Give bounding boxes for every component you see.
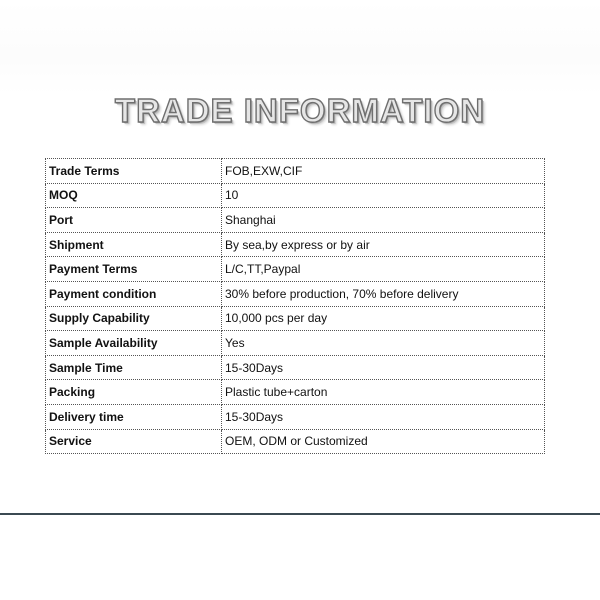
page-background [0,0,600,95]
table-row [46,208,545,233]
page-title: TRADE INFORMATION [114,92,486,129]
row-label: Trade Terms [46,159,222,184]
table-row [46,257,545,282]
row-value: Plastic tube+carton [222,380,545,405]
row-value: 10,000 pcs per day [222,306,545,331]
table-row [46,404,545,429]
row-value: By sea,by express or by air [222,232,545,257]
table-row [46,306,545,331]
row-label: Service [46,429,222,454]
row-label: MOQ [46,183,222,208]
row-value: OEM, ODM or Customized [222,429,545,454]
row-label: Sample Time [46,355,222,380]
row-value: 30% before production, 70% before delivery [222,281,545,306]
bottom-divider [0,513,600,515]
table-row [46,232,545,257]
row-value: Shanghai [222,208,545,233]
row-value: L/C,TT,Paypal [222,257,545,282]
row-value: Yes [222,331,545,356]
table-row [46,281,545,306]
row-label: Sample Availability [46,331,222,356]
table-row [46,429,545,454]
row-label: Shipment [46,232,222,257]
table-row [46,380,545,405]
table-row [46,331,545,356]
table-row [46,159,545,184]
row-label: Packing [46,380,222,405]
trade-info-table [45,158,545,454]
row-label: Supply Capability [46,306,222,331]
row-value: 15-30Days [222,355,545,380]
row-value: 15-30Days [222,404,545,429]
table-row [46,183,545,208]
row-label: Payment condition [46,281,222,306]
table-row [46,355,545,380]
row-label: Port [46,208,222,233]
row-value: 10 [222,183,545,208]
row-label: Delivery time [46,404,222,429]
row-label: Payment Terms [46,257,222,282]
row-value: FOB,EXW,CIF [222,159,545,184]
